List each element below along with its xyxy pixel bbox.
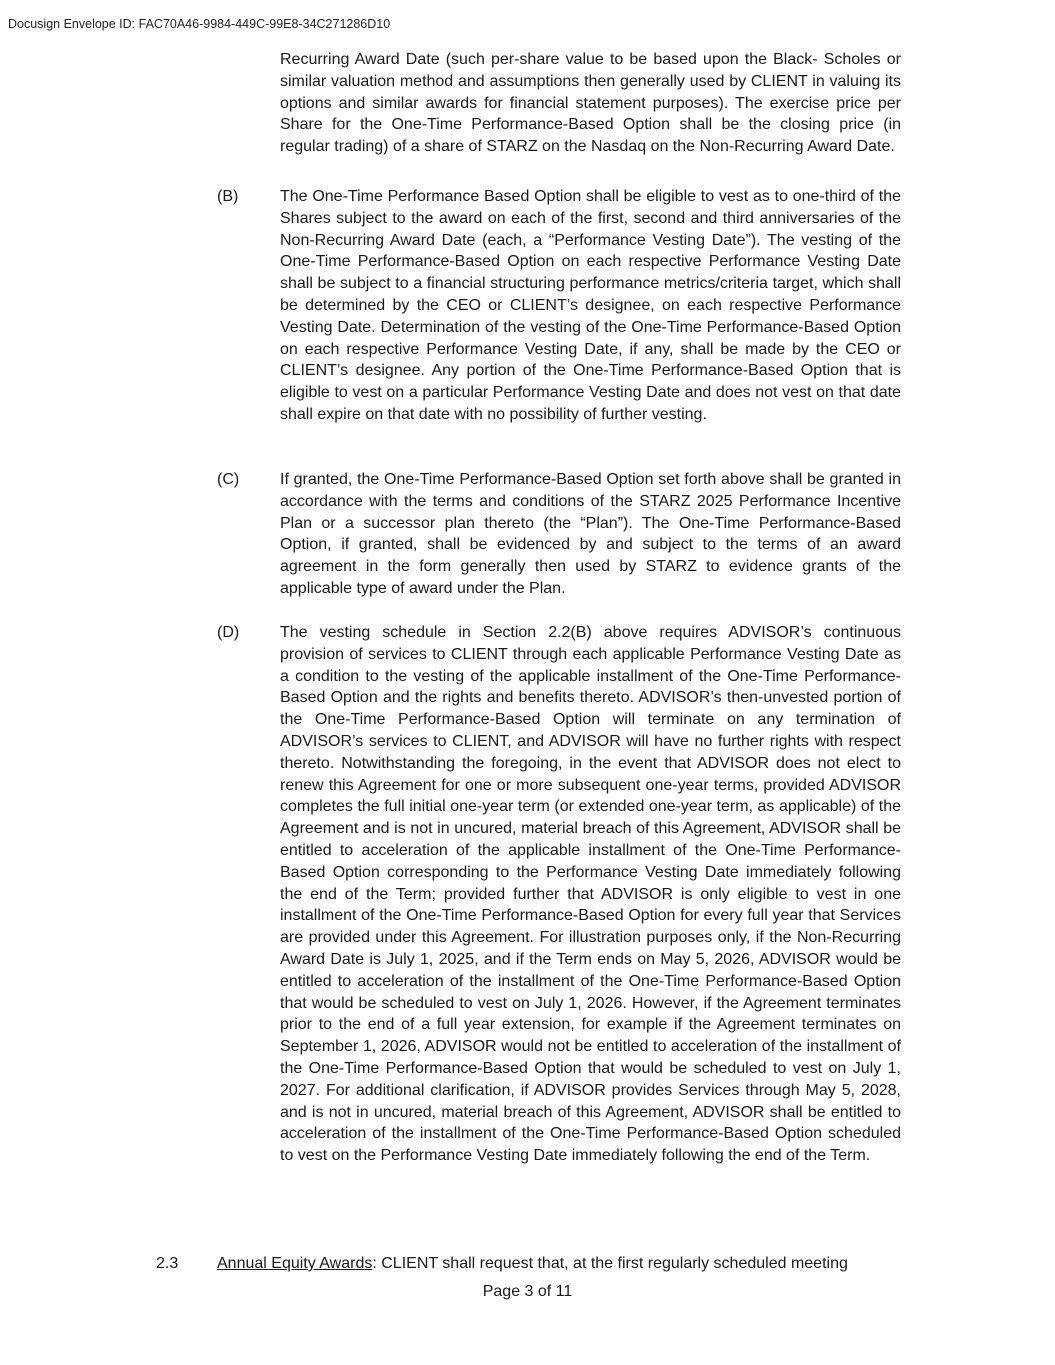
docusign-envelope-id: Docusign Envelope ID: FAC70A46-9984-449C-99E8-34C271286D10 [8, 17, 391, 31]
item-d-label: (D) [217, 624, 240, 641]
continuation-paragraph: Recurring Award Date (such per-share value to be based upon the Black- Scholes or similar valuation method and assumptions then generally used by CLIENT in valuing its options and similar awards for financial statement purposes). The exercise price per Share for the One-Time Performance-Based Option shall be the closing price (in regular trading) of a share of STARZ on the Nasdaq on the Non-Recurring Award Date. [280, 51, 901, 156]
section-number: 2.3 [156, 1255, 179, 1272]
item-c-label: (C) [217, 471, 240, 488]
item-c-text: If granted, the One-Time Performance-Based Option set forth above shall be granted in accordance with the terms and conditions of the STARZ 2025 Performance Incentive Plan or a successor plan thereto (the “Plan”). The One-Time Performance-Based Option, if granted, shall be evidenced by and subject to the terms of an award agreement in the form generally then used by STARZ to evidence grants of the applicable type of award under the Plan. [280, 471, 901, 597]
item-b-text: The One-Time Performance Based Option shall be eligible to vest as to one-third of the Shares subject to the award on each of the first, second and third anniversaries of the Non-Recurring Award Date (each, a “Performance Vesting Date”). The vesting of the One-Time Performance-Based Option on each respective Performance Vesting Date shall be subject to a financial structuring performance metrics/criteria target, which shall be determined by the CEO or CLIENT’s designee, on each respective Performance Vesting Date. Determination of the vesting of the One-Time Performance-Based Option on each respective Performance Vesting Date, if any, shall be made by the CEO or CLIENT’s designee. Any portion of the One-Time Performance-Based Option that is eligible to vest on a particular Performance Vesting Date and does not vest on that date shall expire on that date with no possibility of further vesting. [280, 188, 901, 423]
page-number: Page 3 of 11 [482, 1283, 573, 1300]
item-d-text: The vesting schedule in Section 2.2(B) above requires ADVISOR’s continuous provision of services to CLIENT through each applicable Performance Vesting Date as a condition to the vesting of the applicable installment of the One-Time Performance-Based Option and the rights and benefits thereto. ADVISOR’s then-unvested portion of the One-Time Performance-Based Option will terminate on any termination of ADVISOR’s services to CLIENT, and ADVISOR will have no further rights with respect thereto. Notwithstanding the foregoing, in the event that ADVISOR does not elect to renew this Agreement for one or more subsequent one-year terms, provided ADVISOR completes the full initial one-year term (or extended one-year term, as applicable) of the Agreement and is not in uncured, material breach of this Agreement, ADVISOR shall be entitled to acceleration of the applicable installment of the One-Time Performance-Based Option corresponding to the Performance Vesting Date immediately following the end of the Term; provided further that ADVISOR is only eligible to vest in one installment of the One-Time Performance-Based Option for every full year that Services are provided under this Agreement. For illustration purposes only, if the Non-Recurring Award Date is July 1, 2025, and if the Term ends on May 5, 2026, ADVISOR would be entitled to acceleration of the installment of the One-Time Performance-Based Option that would be scheduled to vest on July 1, 2026. However, if the Agreement terminates prior to the end of a full year extension, for example if the Agreement terminates on September 1, 2026, ADVISOR would not be entitled to acceleration of the installment of the One-Time Performance-Based Option that would be scheduled to vest on July 1, 2027. For additional clarification, if ADVISOR provides Services through May 5, 2028, and is not in uncured, material breach of this Agreement, ADVISOR shall be entitled to acceleration of the installment of the One-Time Performance-Based Option scheduled to vest on the Performance Vesting Date immediately following the end of the Term. [280, 624, 901, 1165]
section-text: : CLIENT shall request that, at the first regularly scheduled meeting [372, 1255, 848, 1272]
item-b-label: (B) [217, 188, 239, 205]
section-title: Annual Equity Awards [217, 1255, 373, 1272]
section-body [217, 1253, 901, 1275]
